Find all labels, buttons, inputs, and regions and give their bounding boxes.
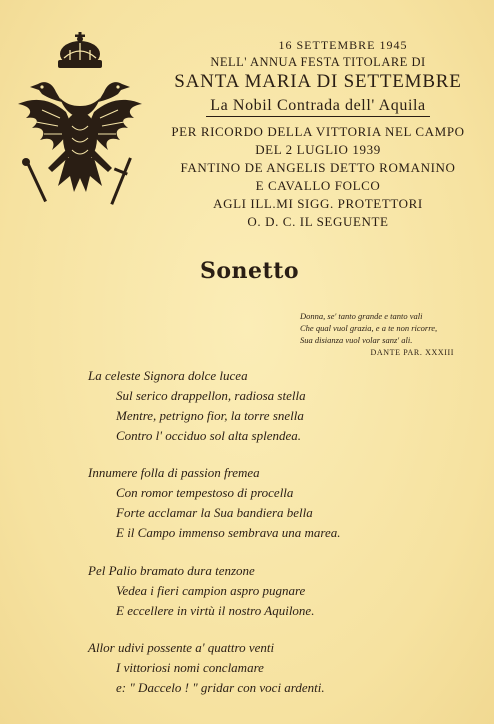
date-line: 16 SETTEMBRE 1945 [278,38,408,52]
verse-line: Allor udivi possente a' quattro venti [88,640,275,655]
verse-line: Sul serico drappellon, radiosa stella [116,388,306,403]
stanza-3 [88,561,488,621]
header-line-following: O. D. C. IL SEGUENTE [247,214,389,229]
epigraph [300,310,480,359]
verse-line: Pel Palio bramato dura tenzone [88,563,255,578]
dedication-header [150,38,486,231]
epigraph-line: Che qual vuol grazia, e a te non ricorre, [300,323,438,333]
sonnet-body [88,366,488,698]
contrada-name: La Nobil Contrada dell' Aquila [206,97,430,117]
verse-line: Contro l' occiduo sol alta splendea. [116,428,302,443]
stanza-1 [88,366,488,446]
verse-line: Con romor tempestoso di procella [116,485,294,500]
epigraph-citation: DANTE PAR. XXXIII [370,348,454,357]
stanza-2 [88,463,488,543]
verse-line: I vittoriosi nomi conclamare [116,660,264,675]
verse-line: Mentre, petrigno fior, la torre snella [116,408,304,423]
epigraph-line: Sua disianza vuol volar sanz' ali. [300,335,413,345]
header-line-horse: E CAVALLO FOLCO [255,178,381,193]
header-line-jockey: FANTINO DE ANGELIS DETTO ROMANINO [180,160,456,175]
epigraph-line: Donna, se' tanto grande e tanto vali [300,311,423,321]
eagle-crest-icon [12,30,148,220]
header-line-protectors: AGLI ILL.MI SIGG. PROTETTORI [213,196,423,211]
verse-line: Vedea i fieri campion aspro pugnare [116,583,306,598]
verse-line: e: " Daccelo ! " gridar con voci ardenti. [116,680,325,695]
stanza-4 [88,638,488,698]
header-line-date: DEL 2 LUGLIO 1939 [255,142,381,157]
poem-title: Sonetto [200,258,300,284]
verse-line: La celeste Signora dolce lucea [88,368,248,383]
verse-line: E il Campo immenso sembrava una marea. [116,525,341,540]
verse-line: Forte acclamar la Sua bandiera bella [116,505,313,520]
header-line-victory: PER RICORDO DELLA VITTORIA NEL CAMPO [171,124,465,139]
feast-line: NELL' ANNUA FESTA TITOLARE DI [210,55,426,69]
verse-line: Innumere folla di passion fremea [88,465,260,480]
feast-name: SANTA MARIA DI SETTEMBRE [174,71,462,92]
verse-line: E eccellere in virtù il nostro Aquilone. [116,603,315,618]
